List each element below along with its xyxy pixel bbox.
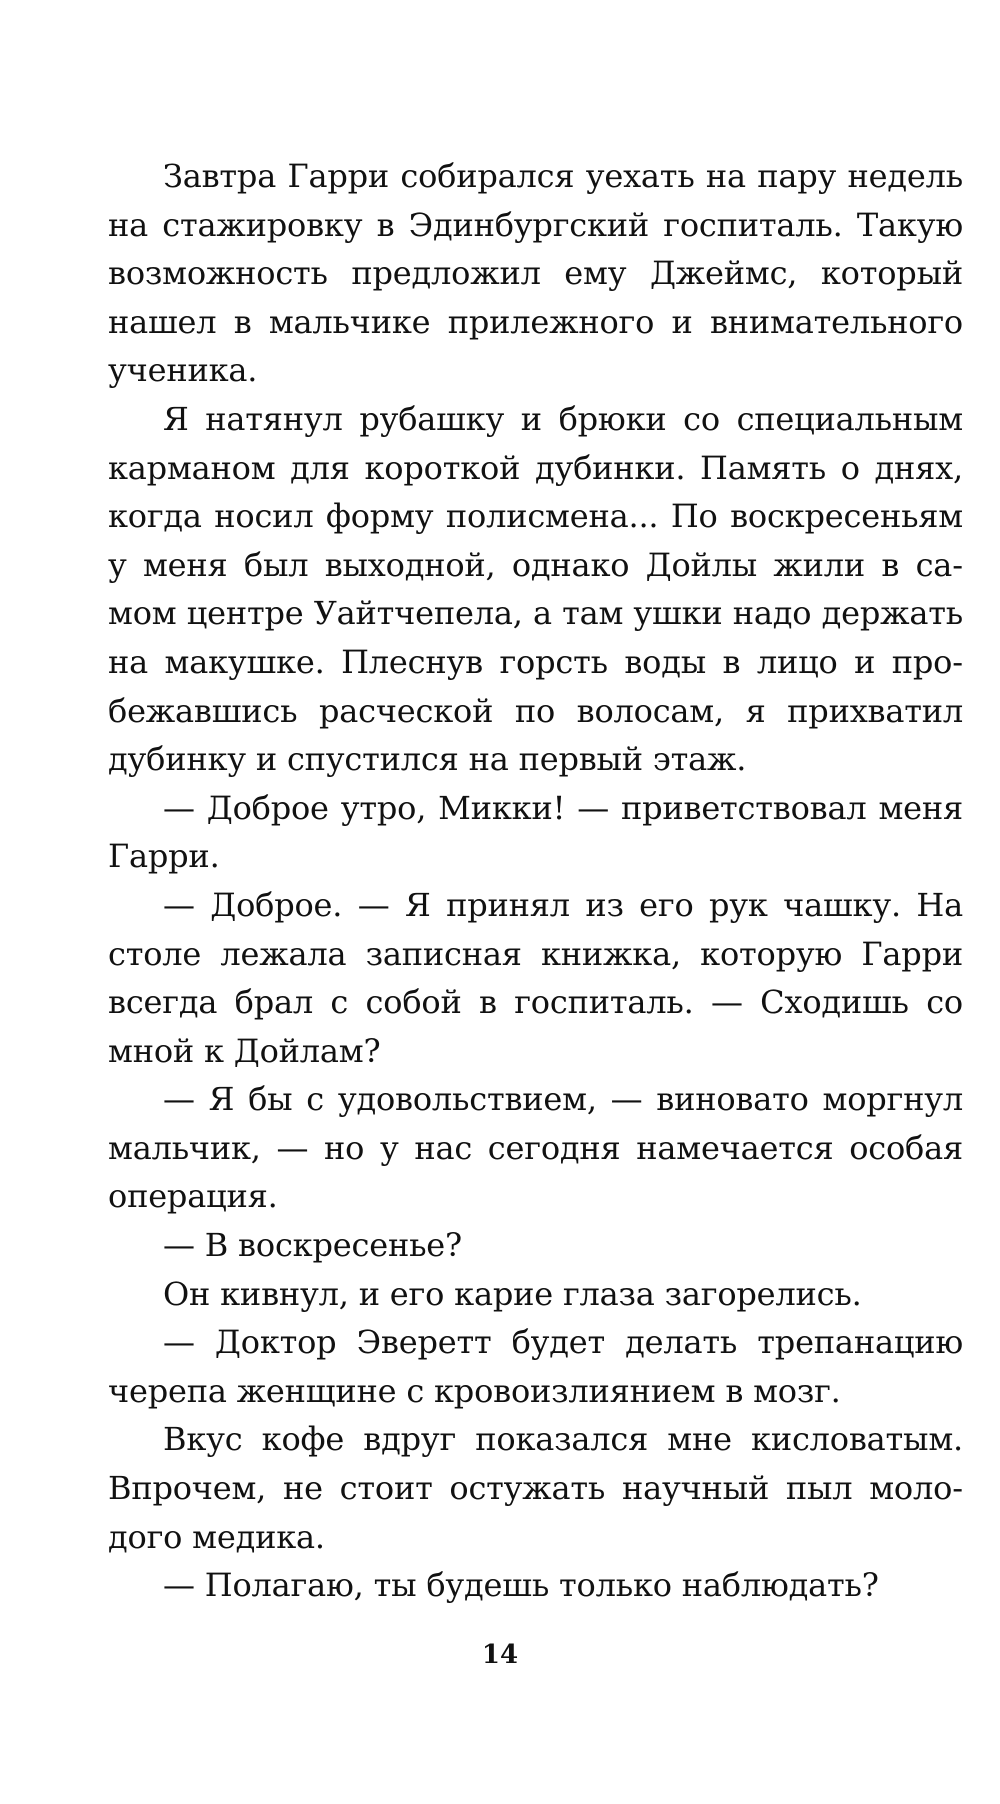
paragraph-10: — Полагаю, ты будешь только наблюдать? [163,1566,879,1605]
paragraph-1: Завтра Гарри собирался уехать на пару недель на стажировку в Эдинбургский госпиталь. Такую возможность предложил ему Джеймс, который нашел в мальчике прилежного и внимательного ученика. [108,157,963,390]
paragraph-7: Он кивнул, и его карие глаза загорелись. [163,1274,862,1313]
paragraph-6: — В воскресенье? [163,1226,462,1265]
paragraph-4: — Доброе. — Я принял из его рук чашку. На столе лежала записная книжка, которую Гарри всегда брал с собой в госпиталь. — Сходишь со мной к Дойлам? [108,885,963,1070]
body-text [108,152,963,1610]
paragraph-8: — Доктор Эверетт будет делать трепанацию черепа женщине с кровоизлиянием в мозг. [108,1323,963,1410]
paragraph-9: Вкус кофе вдруг показался мне кисловатым. Впрочем, не стоит остужать научный пыл молодого медика. [108,1420,963,1556]
paragraph-3: — Доброе утро, Микки! — приветствовал меня Гарри. [108,788,963,876]
paragraph-2: Я натянул рубашку и брюки со специальным карманом для короткой дубинки. Память о днях, когда носил форму полисмена... По воскресеньям у меня был выходной, однако Дойлы жили в самом центре Уайтчепела, а там ушки надо держать на макушке. Плеснув горсть воды в лицо и пробежавшись расческой по волосам, я прихватил дубинку и спустился на первый этаж. [108,399,963,779]
paragraph-5: — Я бы с удовольствием, — виновато моргнул мальчик, — но у нас сегодня намечается особая операция. [108,1080,963,1216]
page-number: 14 [481,1640,519,1670]
